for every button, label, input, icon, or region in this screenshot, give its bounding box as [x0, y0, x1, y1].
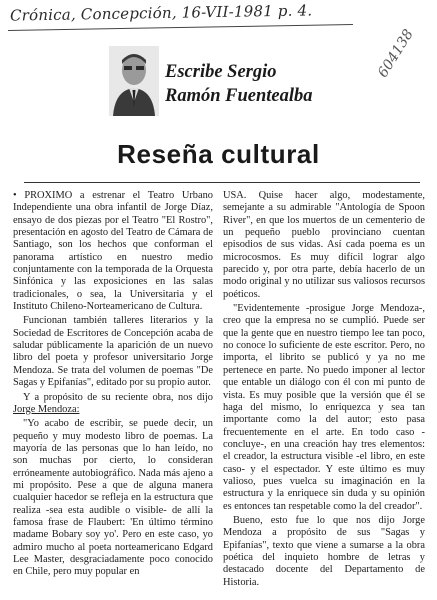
article-column-right: [223, 190, 425, 591]
paragraph: USA. Quise hacer algo, modestamente, semejante a su admirable "Antología de Spoon River", en que los muertos de un cementerio de un pequeño pueblo provinciano cuentan episodios de sus vidas. Así cada poema es un microcosmos. Es muy difícil lograr algo parecido y, por otra parte, debía hacerlo de un modo original y no utilizar sus valiosos recursos poéticos.: [223, 190, 425, 300]
headline-rule: [24, 182, 420, 183]
paragraph: "Yo acabo de escribir, se puede decir, un pequeño y muy modesto libro de poemas. La mayoría de las personas que lo han leído, no son muchas por cierto, lo consideran erróneamente autobiográfico. Nada más ajeno a mi propósito. Pese a que de alguna manera cualquier hacedor se refleja en la estructura que realiza -sea esta audible o visible- de allí la famosa frase de Flaubert: 'En último término madame Bobary soy yo'. Pero en este caso, yo admiro mucho al poeta norteamericano Edgard Lee Master, desgraciadamente poco conocido en Chile, pero muy popular en: [13, 418, 213, 578]
paragraph-text: Y a propósito de su reciente obra, nos dijo: [23, 391, 213, 403]
paragraph: • PROXIMO a estrenar el Teatro Urbano Independiente una obra infantil de Jorge Díaz, ensayo de dos piezas por el Teatro "El Rostro", presentación en agosto del Teatro de Cámara de Santiago, son los hechos que conforman el panorama artístico en nuestro medio conjuntamente con la temporada de la Orquesta Sinfónica y las exposiciones en las salas tradicionales, o sea, la Universitaria y el Instituto Chileno-Norteamericano de Cultura.: [13, 190, 213, 313]
portrait-image: [109, 46, 159, 116]
paragraph: Funcionan también talleres literarios y la Sociedad de Escritores de Concepción acaba de saludar públicamente la aparición de un nuevo libro del poeta y profesor universitario Jorge Mendoza. Se trata del volumen de poemas "De Sagas y Epifanías", editado por su propio autor.: [13, 315, 213, 389]
underlined-name: Jorge Mendoza:: [13, 403, 80, 415]
paragraph: [13, 392, 213, 417]
paragraph: Bueno, esto fue lo que nos dijo Jorge Mendoza a propósito de sus "Sagas y Epifanías", texto que viene a sumarse a la obra poética del inquieto hombre de letras y destacado docente del Departamento de Historia.: [223, 514, 425, 588]
handwritten-underline: [8, 24, 353, 31]
byline-line-2: Ramón Fuentealba: [165, 86, 313, 106]
paragraph: "Evidentemente -prosigue Jorge Mendoza-, creo que la empresa no se cumplió. Puede ser que la gente que en nuestro tiempo lee tan poco, no conoce lo suficiente de este escritor. Pero, no importa, el librito se publicó y ya no me pertenece en parte. No puedo imponer al lector que entable un diálogo con él con mi punto de vista. Es muy posible que la versión que él se haga del mismo, lo enriquezca y sea tan importante como la del autor; esto pasa frecuentemente en el arte. En todo caso -concluye-, en una creación hay tres elementos: el creador, la estructura visible -el libro, en este caso- y el espectador. Y este último es muy valioso, pues vuelca su imaginación en la estructura y la enriquece sin duda y su opinión es entonces tan respetable como la del creador".: [223, 303, 425, 512]
article-headline: Reseña cultural: [117, 139, 320, 169]
byline-line-1: Escribe Sergio: [165, 62, 277, 82]
article-column-left: [13, 190, 213, 581]
archive-number-mark: 604138: [375, 26, 417, 81]
author-portrait: [109, 46, 159, 116]
byline: [165, 60, 313, 108]
handwritten-source-note: Crónica, Concepción, 16-VII-1981 p. 4.: [9, 1, 313, 25]
